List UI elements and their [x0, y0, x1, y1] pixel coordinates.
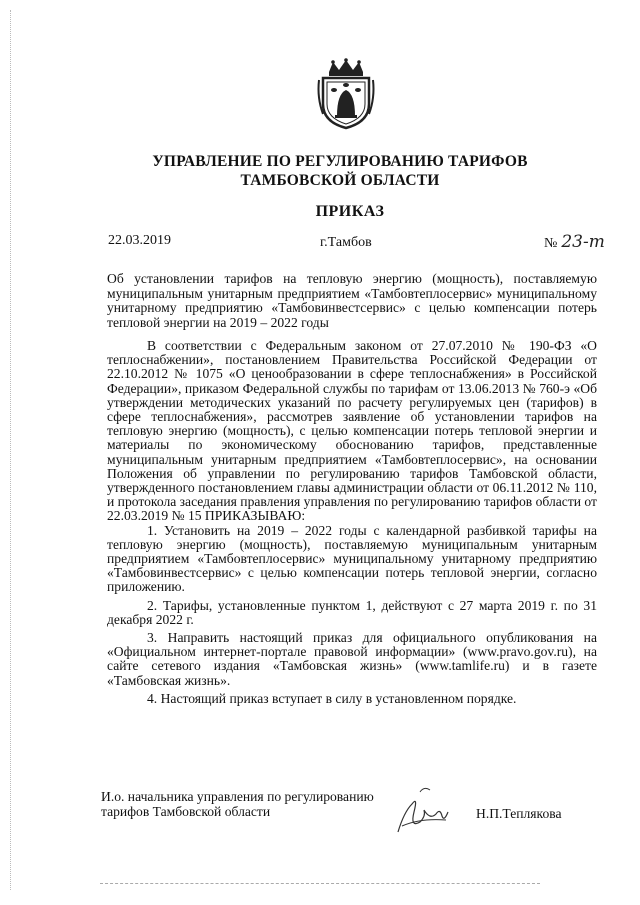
- order-item-3: 3. Направить настоящий приказ для официального опубликования на «Официальном интернет-портале правовой информации» (www.pravo.gov.ru), на сайте сетевого издания «Тамбовская жизнь» (www.tamlife.ru) и в газете «Тамбовская жизнь».: [107, 630, 597, 688]
- order-number-prefix: №: [544, 236, 558, 251]
- signer-position: [101, 790, 411, 819]
- coat-of-arms-icon: [315, 58, 377, 130]
- order-item-1: 1. Установить на 2019 – 2022 годы с календарной разбивкой тарифы на тепловую энергию (мощность), поставляемую муниципальным унитарным предприятием «Тамбовтеплосервис» муниципальному унитарному предприятию «Тамбовинвестсервис» с целью компенсации потерь тепловой энергии, согласно приложению.: [107, 522, 597, 595]
- order-item-2: 2. Тарифы, установленные пунктом 1, действуют с 27 марта 2019 г. по 31 декабря 2022 г.: [107, 597, 597, 627]
- order-body: [107, 339, 597, 706]
- agency-name-line1: УПРАВЛЕНИЕ ПО РЕГУЛИРОВАНИЮ ТАРИФОВ: [152, 153, 528, 170]
- order-item-4: 4. Настоящий приказ вступает в силу в установленном порядке.: [147, 690, 517, 706]
- order-city: г.Тамбов: [320, 235, 372, 250]
- signer-position-line2: тарифов Тамбовской области: [101, 803, 271, 819]
- agency-name-line2: ТАМБОВСКОЙ ОБЛАСТИ: [240, 172, 440, 189]
- scan-bottom-marks: [100, 883, 540, 885]
- agency-name: [100, 152, 580, 190]
- order-subject: Об установлении тарифов на тепловую энергию (мощность), поставляемую муниципальным унитарным предприятием «Тамбовтеплосервис» муниципальному унитарному предприятию «Тамбовинвестсервис» с целью компенсации потерь тепловой энергии на 2019 – 2022 годы: [107, 271, 597, 330]
- scan-edge-marks: [10, 10, 15, 890]
- order-number-handwritten: 23-т: [561, 232, 605, 252]
- order-title: ПРИКАЗ: [315, 203, 385, 220]
- handwritten-signature-icon: [390, 782, 460, 842]
- order-number: [544, 232, 605, 252]
- signer-name: Н.П.Теплякова: [476, 806, 562, 821]
- signer-position-line1: И.о. начальника управления по регулированию: [101, 789, 374, 804]
- order-date: 22.03.2019: [108, 233, 171, 248]
- preamble-paragraph: В соответствии с Федеральным законом от 27.07.2010 № 190-ФЗ «О теплоснабжении», постановлением Правительства Российской Федерации от 22.10.2012 № 1075 «О ценообразовании в сфере теплоснабжения» в Российской Федерации», приказом Федеральной службы по тарифам от 13.06.2013 № 760-э «Об утверждении методических указаний по расчету регулируемых цен (тарифов) в сфере теплоснабжения», рассмотрев заявление об установлении тарифов на тепловую энергию (мощность), с целью компенсации потерь тепловой энергии и материалы по экономическому обоснованию тарифов, представленные муниципальным унитарным предприятием «Тамбовтеплосервис», на основании Положения об управлении по регулированию тарифов Тамбовской области, утвержденного постановлением главы администрации области от 06.11.2012 № 110, и протокола заседания правления управления по регулированию тарифов области от 22.03.2019 № 15 ПРИКАЗЫВАЮ:: [107, 338, 597, 524]
